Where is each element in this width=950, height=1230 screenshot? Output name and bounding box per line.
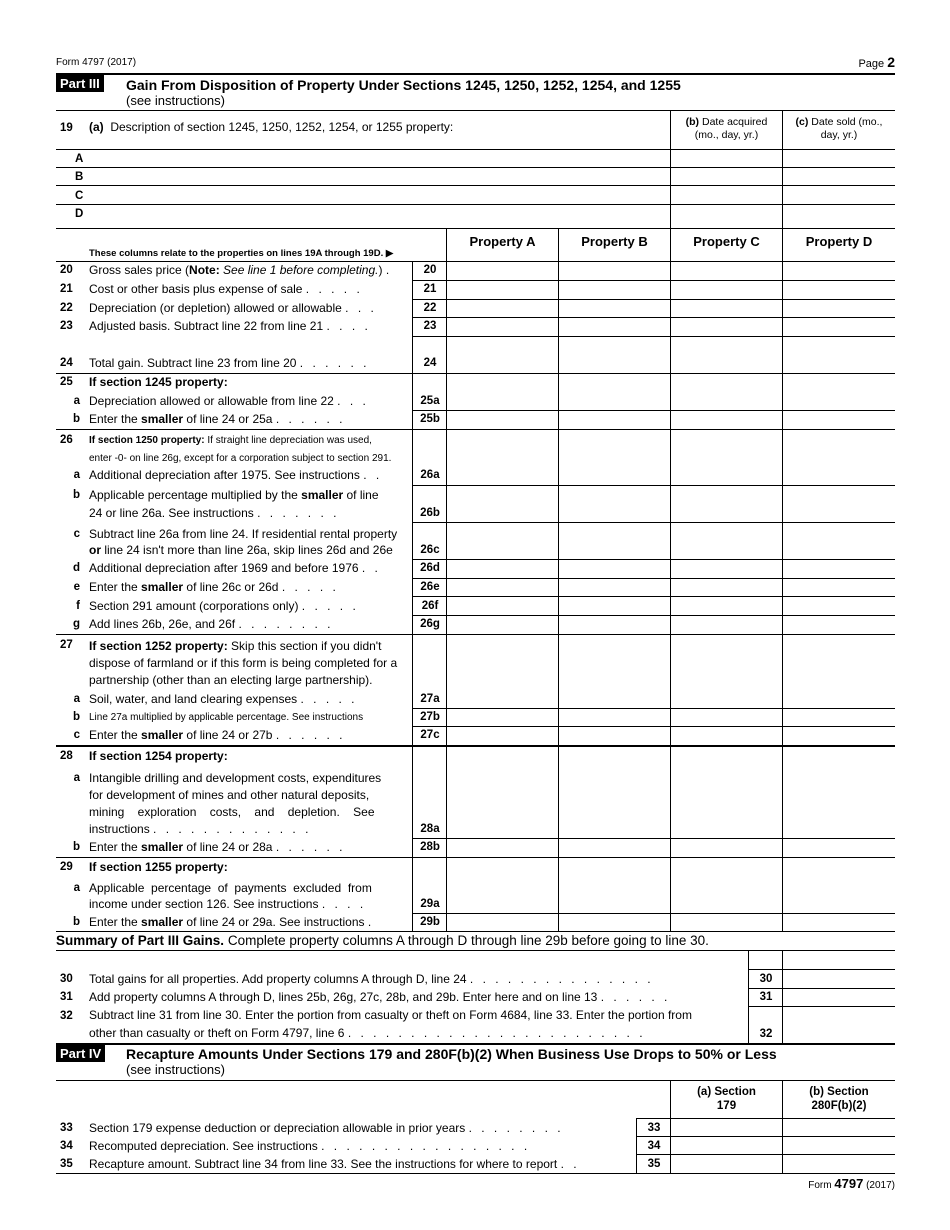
header-property-c: Property C <box>693 234 760 249</box>
line-26d-property-b[interactable] <box>559 560 669 577</box>
line-26b-letter: b <box>72 489 80 501</box>
line-33-label: Section 179 expense deduction or depreciation allowable in prior years . . . . . . . . <box>89 1121 564 1135</box>
header-property-d: Property D <box>805 234 873 249</box>
line-25a-label: Depreciation allowed or allowable from line 22 . . . <box>89 394 369 408</box>
line-26c-letter: c <box>73 528 80 540</box>
line-20-box: 20 <box>423 264 437 276</box>
line-27-heading: If section 1252 property: Skip this section if you didn't <box>89 639 382 653</box>
line-34-label: Recomputed depreciation. See instructions . . . . . . . . . . . . . . . . . <box>89 1139 531 1153</box>
line-27-text3: partnership (other than an electing large partnership). <box>89 673 373 687</box>
line-32-text2: other than casualty or theft on Form 4797, line 6 . . . . . . . . . . . . . . . . . . . . . . . . <box>89 1026 646 1040</box>
line-24-property-d[interactable] <box>783 337 893 372</box>
line-30-box: 30 <box>759 973 773 985</box>
line-23-property-a[interactable] <box>447 318 557 335</box>
line-26b-box: 26b <box>420 507 440 519</box>
line-33-box: 33 <box>647 1122 661 1134</box>
line-25-num: 25 <box>60 376 73 388</box>
line-25a-property-b[interactable] <box>559 374 669 409</box>
line-28-heading: If section 1254 property: <box>89 749 228 763</box>
line-22-num: 22 <box>60 302 73 314</box>
line-24-property-c[interactable] <box>671 337 781 372</box>
line-26c-property-a[interactable] <box>447 523 557 558</box>
line-27b-property-c[interactable] <box>671 709 781 725</box>
line-26a-property-b[interactable] <box>559 430 669 484</box>
line-22-property-c[interactable] <box>671 300 781 316</box>
line-23-label: Adjusted basis. Subtract line 22 from line 21 . . . . <box>89 319 371 333</box>
line-25b-letter: b <box>72 413 80 425</box>
line-27b-property-a[interactable] <box>447 709 557 725</box>
line-20-num: 20 <box>60 264 73 276</box>
line-29-heading: If section 1255 property: <box>89 860 228 874</box>
line-26g-property-a[interactable] <box>447 616 557 633</box>
line-29a-property-b[interactable] <box>559 858 669 912</box>
property-d-description[interactable] <box>90 205 668 227</box>
line-26d-letter: d <box>72 562 80 574</box>
line-28b-property-d[interactable] <box>783 839 893 856</box>
line-33-section-179[interactable] <box>671 1119 781 1135</box>
line-27a-property-b[interactable] <box>559 635 669 707</box>
line-25a-property-a[interactable] <box>447 374 557 409</box>
row-19a: A <box>75 153 84 165</box>
line-26b-label: Applicable percentage multiplied by the smaller of line <box>89 488 379 502</box>
line-30-amount[interactable] <box>783 970 895 987</box>
line-26-subheading: enter -0- on line 26g, except for a corporation subject to section 291. <box>89 453 392 464</box>
property-a-description[interactable] <box>90 150 668 166</box>
line-27c-property-d[interactable] <box>783 727 893 744</box>
line-26f-label: Section 291 amount (corporations only) . . . . . <box>89 599 359 613</box>
part4-label: Part IV <box>56 1045 105 1062</box>
line-28a-property-c[interactable] <box>671 747 781 837</box>
line-25-heading: If section 1245 property: <box>89 375 228 389</box>
line-26f-letter: f <box>76 600 80 612</box>
line-26g-property-d[interactable] <box>783 616 893 633</box>
line-31-box: 31 <box>759 991 773 1003</box>
line-28a-property-d[interactable] <box>783 747 893 837</box>
line-26e-property-d[interactable] <box>783 579 893 595</box>
line-26d-property-d[interactable] <box>783 560 893 577</box>
property-b-description[interactable] <box>90 168 668 184</box>
line-22-label: Depreciation (or depletion) allowed or allowable . . . <box>89 301 377 315</box>
line-22-property-b[interactable] <box>559 300 669 316</box>
line-29b-property-c[interactable] <box>671 914 781 930</box>
line-26g-label: Add lines 26b, 26e, and 26f . . . . . . . . <box>89 617 334 631</box>
line-26c-label: Subtract line 26a from line 24. If residential rental property <box>89 527 398 541</box>
line-25b-label: Enter the smaller of line 24 or 25a . . . . . . <box>89 412 346 426</box>
line-26f-property-a[interactable] <box>447 597 557 614</box>
line-20-property-d[interactable] <box>783 262 893 279</box>
line-29a-letter: a <box>73 882 80 894</box>
line-25a-property-d[interactable] <box>783 374 893 409</box>
line-27-num: 27 <box>60 639 73 651</box>
part4-subtitle: (see instructions) <box>126 1062 225 1077</box>
line-25b-box: 25b <box>420 413 440 425</box>
line-28a-text3: mining exploration costs, and depletion. See <box>89 805 375 819</box>
line-26e-property-c[interactable] <box>671 579 781 595</box>
line-26c-property-c[interactable] <box>671 523 781 558</box>
line-35-box: 35 <box>647 1158 661 1170</box>
line-32-box: 32 <box>759 1028 773 1040</box>
line-26-num: 26 <box>60 434 73 446</box>
line-27c-label: Enter the smaller of line 24 or 27b . . . . . . <box>89 728 346 742</box>
line-26b-property-c[interactable] <box>671 486 781 521</box>
line-27a-property-d[interactable] <box>783 635 893 707</box>
line-28a-property-a[interactable] <box>447 747 557 837</box>
line-24-box: 24 <box>423 357 437 369</box>
line-26c-property-b[interactable] <box>559 523 669 558</box>
line-26c-box: 26c <box>420 544 440 556</box>
col-section-179: (a) Section 179 <box>697 1086 756 1112</box>
line-26e-letter: e <box>73 581 80 593</box>
line-27b-property-d[interactable] <box>783 709 893 725</box>
line-27c-box: 27c <box>420 729 440 741</box>
line-33-section-280f[interactable] <box>783 1119 895 1135</box>
col-date-acquired: (b) Date acquired (mo., day, yr.) <box>685 116 768 141</box>
line-29-num: 29 <box>60 861 73 873</box>
line-34-section-179[interactable] <box>671 1137 781 1153</box>
line-28b-property-a[interactable] <box>447 839 557 856</box>
line-27a-box: 27a <box>420 693 440 705</box>
row-19c: C <box>75 190 84 202</box>
line-23-box: 23 <box>423 320 437 332</box>
line-30-num: 30 <box>60 973 73 985</box>
line-20-property-b[interactable] <box>559 262 669 279</box>
line-25a-box: 25a <box>420 395 440 407</box>
line-35-section-179[interactable] <box>671 1155 781 1172</box>
line-27a-letter: a <box>73 693 80 705</box>
part3-label: Part III <box>56 75 104 92</box>
property-c-description[interactable] <box>90 186 668 203</box>
line-27a-label: Soil, water, and land clearing expenses . . . . . <box>89 692 358 706</box>
line-30-label: Total gains for all properties. Add property columns A through D, line 24 . . . . . . . . . . . . . . . <box>89 972 654 986</box>
line-27a-property-c[interactable] <box>671 635 781 707</box>
line-29a-property-d[interactable] <box>783 858 893 912</box>
line-21-box: 21 <box>423 283 437 295</box>
summary-heading: Summary of Part III Gains. Complete property columns A through D through line 29b before going to line 30. <box>56 933 709 948</box>
line-27b-letter: b <box>72 711 80 723</box>
line-26d-property-a[interactable] <box>447 560 557 577</box>
line-21-num: 21 <box>60 283 73 295</box>
line-28a-text2: for development of mines and other natural deposits, <box>89 788 370 802</box>
line-21-property-d[interactable] <box>783 281 893 298</box>
line-25b-property-d[interactable] <box>783 411 893 428</box>
line-26c-label2: or line 24 isn't more than line 26a, skip lines 26d and 26e <box>89 543 393 557</box>
line-24-label: Total gain. Subtract line 23 from line 20 . . . . . . <box>89 356 370 370</box>
line-26d-box: 26d <box>420 562 440 574</box>
line-26a-letter: a <box>73 469 80 481</box>
line-34-box: 34 <box>647 1140 661 1152</box>
line-28a-text4: instructions . . . . . . . . . . . . . <box>89 822 312 836</box>
line-26g-property-c[interactable] <box>671 616 781 633</box>
line-35-num: 35 <box>60 1158 73 1170</box>
line-26d-label: Additional depreciation after 1969 and before 1976 . . <box>89 561 381 575</box>
line-27c-letter: c <box>73 729 80 741</box>
line-29a-text1: Applicable percentage of payments excluded from <box>89 881 372 895</box>
header-property-b: Property B <box>581 234 648 249</box>
line-26g-property-b[interactable] <box>559 616 669 633</box>
line-24-property-a[interactable] <box>447 337 557 372</box>
line-26e-box: 26e <box>420 581 440 593</box>
line-25a-property-c[interactable] <box>671 374 781 409</box>
line-26a-property-d[interactable] <box>783 430 893 484</box>
line-26b-label2: 24 or line 26a. See instructions . . . . . . . <box>89 506 340 520</box>
line-25b-property-a[interactable] <box>447 411 557 428</box>
line-26f-property-d[interactable] <box>783 597 893 614</box>
line-23-num: 23 <box>60 320 73 332</box>
line-35-label: Recapture amount. Subtract line 34 from line 33. See the instructions for where to report . . <box>89 1157 580 1171</box>
line-19-desc: (a) Description of section 1245, 1250, 1252, 1254, or 1255 property: <box>89 120 454 134</box>
col-section-280f: (b) Section 280F(b)(2) <box>809 1086 869 1112</box>
line-26b-property-d[interactable] <box>783 486 893 521</box>
line-32-text1: Subtract line 31 from line 30. Enter the portion from casualty or theft on Form 4684, line 33. Enter the portion from <box>89 1008 692 1022</box>
line-31-label: Add property columns A through D, lines 25b, 26g, 27c, 28b, and 29b. Enter here and on line 13 . . . . . . <box>89 990 671 1004</box>
line-27b-property-b[interactable] <box>559 709 669 725</box>
line-29b-box: 29b <box>420 916 440 928</box>
line-20-property-a[interactable] <box>447 262 557 279</box>
line-28b-label: Enter the smaller of line 24 or 28a . . . . . . <box>89 840 346 854</box>
line-26a-property-a[interactable] <box>447 430 557 484</box>
line-26d-property-c[interactable] <box>671 560 781 577</box>
line-25b-property-c[interactable] <box>671 411 781 428</box>
line-29b-label: Enter the smaller of line 24 or 29a. See instructions . <box>89 915 375 929</box>
line-21-label: Cost or other basis plus expense of sale . . . . . <box>89 282 363 296</box>
line-28b-box: 28b <box>420 841 440 853</box>
line-27a-property-a[interactable] <box>447 635 557 707</box>
line-28b-letter: b <box>72 841 80 853</box>
line-29b-letter: b <box>72 916 80 928</box>
line-21-property-b[interactable] <box>559 281 669 298</box>
line-27-text2: dispose of farmland or if this form is being completed for a <box>89 656 398 670</box>
line-26e-property-a[interactable] <box>447 579 557 595</box>
line-28b-property-b[interactable] <box>559 839 669 856</box>
line-26a-box: 26a <box>420 469 440 481</box>
line-34-num: 34 <box>60 1140 73 1152</box>
line-26c-property-d[interactable] <box>783 523 893 558</box>
line-26g-letter: g <box>72 618 80 630</box>
line-22-property-a[interactable] <box>447 300 557 316</box>
line-21-property-c[interactable] <box>671 281 781 298</box>
line-26-heading: If section 1250 property: If straight line depreciation was used, <box>89 435 372 446</box>
line-26f-property-b[interactable] <box>559 597 669 614</box>
line-27b-box: 27b <box>420 711 440 723</box>
line-31-num: 31 <box>60 991 73 1003</box>
line-29b-property-a[interactable] <box>447 914 557 930</box>
row-19d: D <box>75 208 84 220</box>
line-27c-property-c[interactable] <box>671 727 781 744</box>
line-31-amount[interactable] <box>783 989 895 1005</box>
line-28b-property-c[interactable] <box>671 839 781 856</box>
columns-note: These columns relate to the properties on lines 19A through 19D. ▶ <box>89 248 394 259</box>
line-29b-property-d[interactable] <box>783 914 893 930</box>
line-29b-property-b[interactable] <box>559 914 669 930</box>
form-id: Form 4797 (2017) <box>56 57 137 68</box>
line-20-property-c[interactable] <box>671 262 781 279</box>
line-23-property-c[interactable] <box>671 318 781 335</box>
line-28a-text1: Intangible drilling and development costs, expenditures <box>89 771 382 785</box>
line-32-amount[interactable] <box>783 1007 895 1042</box>
line-27c-property-b[interactable] <box>559 727 669 744</box>
line-26e-property-b[interactable] <box>559 579 669 595</box>
line-35-section-280f[interactable] <box>783 1155 895 1172</box>
page-number: Page 2 <box>858 54 895 70</box>
line-24-property-b[interactable] <box>559 337 669 372</box>
line-29a-box: 29a <box>420 898 440 910</box>
line-33-num: 33 <box>60 1122 73 1134</box>
line-23-property-d[interactable] <box>783 318 893 335</box>
line-26g-box: 26g <box>420 618 440 630</box>
line-25b-property-b[interactable] <box>559 411 669 428</box>
line-34-section-280f[interactable] <box>783 1137 895 1153</box>
line-25a-letter: a <box>73 395 80 407</box>
line-27b-label: Line 27a multiplied by applicable percentage. See instructions <box>89 712 364 723</box>
line-29a-property-c[interactable] <box>671 858 781 912</box>
line-28-num: 28 <box>60 750 73 762</box>
line-29a-text2: income under section 126. See instructions . . . . <box>89 897 367 911</box>
part4-title: Recapture Amounts Under Sections 179 and 280F(b)(2) When Business Use Drops to 50% or Less <box>126 1046 777 1062</box>
line-24-num: 24 <box>60 357 73 369</box>
header-property-a: Property A <box>469 234 536 249</box>
line-22-property-d[interactable] <box>783 300 893 316</box>
line-26b-property-a[interactable] <box>447 486 557 521</box>
line-26b-property-b[interactable] <box>559 486 669 521</box>
row-19b: B <box>75 171 84 183</box>
line-26f-property-c[interactable] <box>671 597 781 614</box>
line-26a-label: Additional depreciation after 1975. See instructions . . <box>89 468 383 482</box>
col-date-sold: (c) Date sold (mo., day, yr.) <box>795 116 883 141</box>
line-23-property-b[interactable] <box>559 318 669 335</box>
line-26f-box: 26f <box>421 600 439 612</box>
line-21-property-a[interactable] <box>447 281 557 298</box>
line-28a-letter: a <box>73 772 80 784</box>
line-27c-property-a[interactable] <box>447 727 557 744</box>
part3-subtitle: (see instructions) <box>126 93 225 108</box>
line-32-num: 32 <box>60 1010 73 1022</box>
part3-title: Gain From Disposition of Property Under Sections 1245, 1250, 1252, 1254, and 1255 <box>126 77 681 93</box>
line-20-label: Gross sales price (Note: See line 1 before completing.) . <box>89 263 393 277</box>
line-29a-property-a[interactable] <box>447 858 557 912</box>
line-26e-label: Enter the smaller of line 26c or 26d . . . . . <box>89 580 339 594</box>
line-28a-box: 28a <box>420 823 440 835</box>
line-22-box: 22 <box>423 302 437 314</box>
form-footer: Form 4797 (2017) <box>808 1176 895 1191</box>
line-26a-property-c[interactable] <box>671 430 781 484</box>
line-19-num: 19 <box>60 122 73 134</box>
line-28a-property-b[interactable] <box>559 747 669 837</box>
